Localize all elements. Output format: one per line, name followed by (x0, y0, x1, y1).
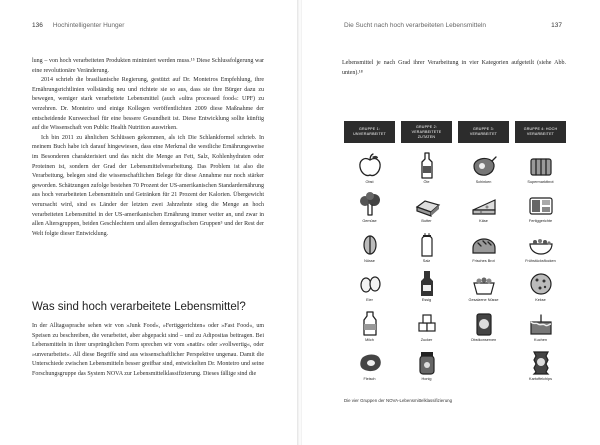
right-page-number: 137 (551, 22, 562, 29)
food-item-label: Obst (365, 179, 374, 184)
butter-icon (412, 190, 442, 218)
food-item-label: Öle (423, 179, 430, 184)
food-item (344, 347, 395, 387)
oil-bottle-icon (412, 151, 442, 179)
food-item (344, 307, 395, 347)
food-item (344, 228, 395, 268)
food-item (344, 268, 395, 308)
food-item-label: Milch (365, 337, 374, 342)
left-running-title: Hochintelligenter Hunger (52, 22, 125, 29)
food-item (344, 189, 395, 229)
left-body-text-lower (32, 322, 264, 380)
salted-nuts-icon (469, 269, 499, 297)
cookie-icon (526, 269, 556, 297)
food-item-label: Käse (479, 219, 488, 223)
food-item (515, 228, 566, 268)
food-item (401, 307, 452, 347)
food-item (515, 189, 566, 229)
food-item-label: Frisches Brot (472, 258, 495, 263)
food-item (515, 268, 566, 308)
food-item (458, 149, 509, 189)
food-item (458, 307, 509, 347)
cereal-icon (526, 230, 556, 258)
sliced-bread-icon (526, 151, 556, 179)
paragraph-1: lung – von hoch verarbeiteten Produkten minimiert werden muss.¹⁵ Diese Schlussfolgerung war eine revolutionäre Veränderung. (32, 58, 264, 74)
ready-meal-icon (526, 190, 556, 218)
food-item (458, 268, 509, 308)
nova-group-headers (344, 121, 566, 143)
nova-figure (344, 121, 566, 386)
nut-icon (355, 230, 385, 258)
cake-icon (526, 309, 556, 337)
food-item-label: Nüsse (364, 258, 375, 263)
food-item (401, 268, 452, 308)
food-item-label: Fleisch (363, 377, 376, 381)
food-item-label: Kekse (535, 298, 546, 302)
group-3-header: GRUPPE 3: VERARBEITET (458, 121, 509, 143)
vinegar-bottle-icon (412, 269, 442, 297)
food-item-label: Gemüse (362, 219, 377, 223)
group-4-column (515, 149, 566, 386)
food-item (515, 347, 566, 387)
left-body-text-upper (32, 57, 264, 239)
paragraph-4: In der Alltagssprache sehen wir von »Junk Food«, »Fertiggerichten« oder »Fast Food«, um Speisen zu beschreiben, die verarbeitet, aber abgepackt sind – und zu Adipositas beitragen. Bei Lebensmitteln in ihrer ursprünglichen Form sprechen wir vom »natür« oder »vollwertig«, oder »unverarbeitet«. All diese Begriffe sind aus wissenschaftlicher Perspektive ungenau. Damit die Unterschiede zwischen Lebensmitteln besser greifbar sind, entwickelten Dr. Monteiro und seine Forschungsgruppe das System NOVA zur Lebensmittelklassifizierung. Dieses fällige sind die (32, 323, 264, 377)
food-item (458, 189, 509, 229)
food-item-label: Gesalzene Nüsse (468, 298, 499, 302)
food-item (515, 149, 566, 189)
figure-intro-text: Lebensmittel je nach Grad ihrer Verarbeitung in vier Kategorien aufgeteilt (siehe Abb. unten).¹⁸ (342, 60, 566, 76)
food-item-label: Butter (421, 219, 432, 223)
food-item (458, 228, 509, 268)
left-page (0, 0, 298, 445)
ham-icon (469, 151, 499, 179)
food-item (515, 307, 566, 347)
cheese-icon (469, 190, 499, 218)
group-1-column (344, 149, 395, 386)
steak-icon (355, 348, 385, 376)
egg-icon (355, 269, 385, 297)
group-2-column (401, 149, 452, 386)
paragraph-3: Ich bin 2011 zu ähnlichen Schlüssen gekommen, als ich Die Schlankformel schrieb. In meinem Buch habe ich darauf hingewiesen, dass eine Merkmal die westliche Ernährungsweise im Besonderen charakterisiert und das nicht die Menge an Fett, Salz, Kohlenhydraten oder Proteinen ist, sondern der Grad der Lebensmittelverarbeitung. Das Problem ist also die Verarbeitung, belegen sind die wissenschaftlichen Belege für diese Annahme nur noch stärker geworden. Schätzungen zufolge bestehen 70 Prozent der US-amerikanischen Standardernährung aus hoch verarbeiteten Lebensmitteln und Getränken für 21 Prozent der Kalorien. Übergewicht verursacht wird, sind es Länder der letzten zwei Jahrzehnte stieg die Menge an hoch verarbeiteten Lebensmittel in der US-amerikanischen Ernährung immer weiter an, und zwar in allen Altersgruppen, beiden Geschlechtern und allen demografischen Gruppen⁵ und der Rest der Welt folgte dieser Entwicklung. (32, 134, 264, 237)
food-item-label: Frühstücksflocken (525, 258, 556, 263)
food-item (344, 149, 395, 189)
group-3-column (458, 149, 509, 386)
nova-group-columns (344, 149, 566, 386)
food-item-label: Kuchen (534, 337, 547, 342)
food-item-label: Fertiggerichte (528, 219, 553, 223)
food-item-label: Eier (366, 298, 373, 302)
food-item (401, 149, 452, 189)
figure-caption: Die vier Gruppen der NOVA-Lebensmittelklassifizierung (344, 398, 453, 403)
right-running-title: Die Sucht nach hoch verarbeiteten Lebensmitteln (344, 22, 487, 29)
milk-bottle-icon (355, 309, 385, 337)
chips-icon (526, 348, 556, 376)
food-item-label: Supermarktbrot (527, 179, 554, 184)
food-item-label: Essig (421, 298, 432, 302)
food-item-label: Honig (421, 377, 432, 381)
canned-fruit-icon (469, 309, 499, 337)
broccoli-icon (355, 190, 385, 218)
food-item (401, 228, 452, 268)
food-item-label: Zucker (420, 337, 433, 342)
food-item-label: Schinken (475, 179, 492, 184)
sugar-cubes-icon (412, 309, 442, 337)
bread-icon (469, 230, 499, 258)
salt-shaker-icon (412, 230, 442, 258)
section-heading: Was sind hoch verarbeitete Lebensmittel? (32, 301, 246, 313)
food-item-label: Obstkonserven (470, 337, 497, 342)
food-item-label: Salz (422, 258, 431, 263)
group-1-header: GRUPPE 1: UNVERARBEITET (344, 121, 395, 143)
group-2-header: GRUPPE 2: VERARBEITETE ZUTATEN (401, 121, 452, 143)
left-page-number: 136 (32, 22, 43, 29)
right-running-head (344, 22, 562, 29)
honey-jar-icon (412, 348, 442, 376)
food-item (401, 189, 452, 229)
paragraph-2: 2014 schrieb die brasilianische Regierung, gestützt auf Dr. Monteiros Empfehlung, ihre Ernährungsrichtlinien vollständig neu und richtete sie so aus, dass sie ihre Bürger dazu zu bewegen, weniger stark verarbeitete Lebensmittel (auch »ultra processed food«: UPF) zu verzehren. Dr. Monteiro und einige Kollegen veröffentlichten 2009 diese Maßnahme der entscheidende Kurswechsel für eine bessere Gesundheit ist. Diese Entwicklung sollte künftig auf die Wissenschaft von Public Health Nutrition auswirken. (32, 77, 264, 132)
group-4-header: GRUPPE 4: HOCH VERARBEITET (515, 121, 566, 143)
left-running-head (32, 22, 124, 29)
food-item (401, 347, 452, 387)
food-item-label: Kartoffelchips (529, 377, 552, 381)
apple-icon (355, 151, 385, 179)
